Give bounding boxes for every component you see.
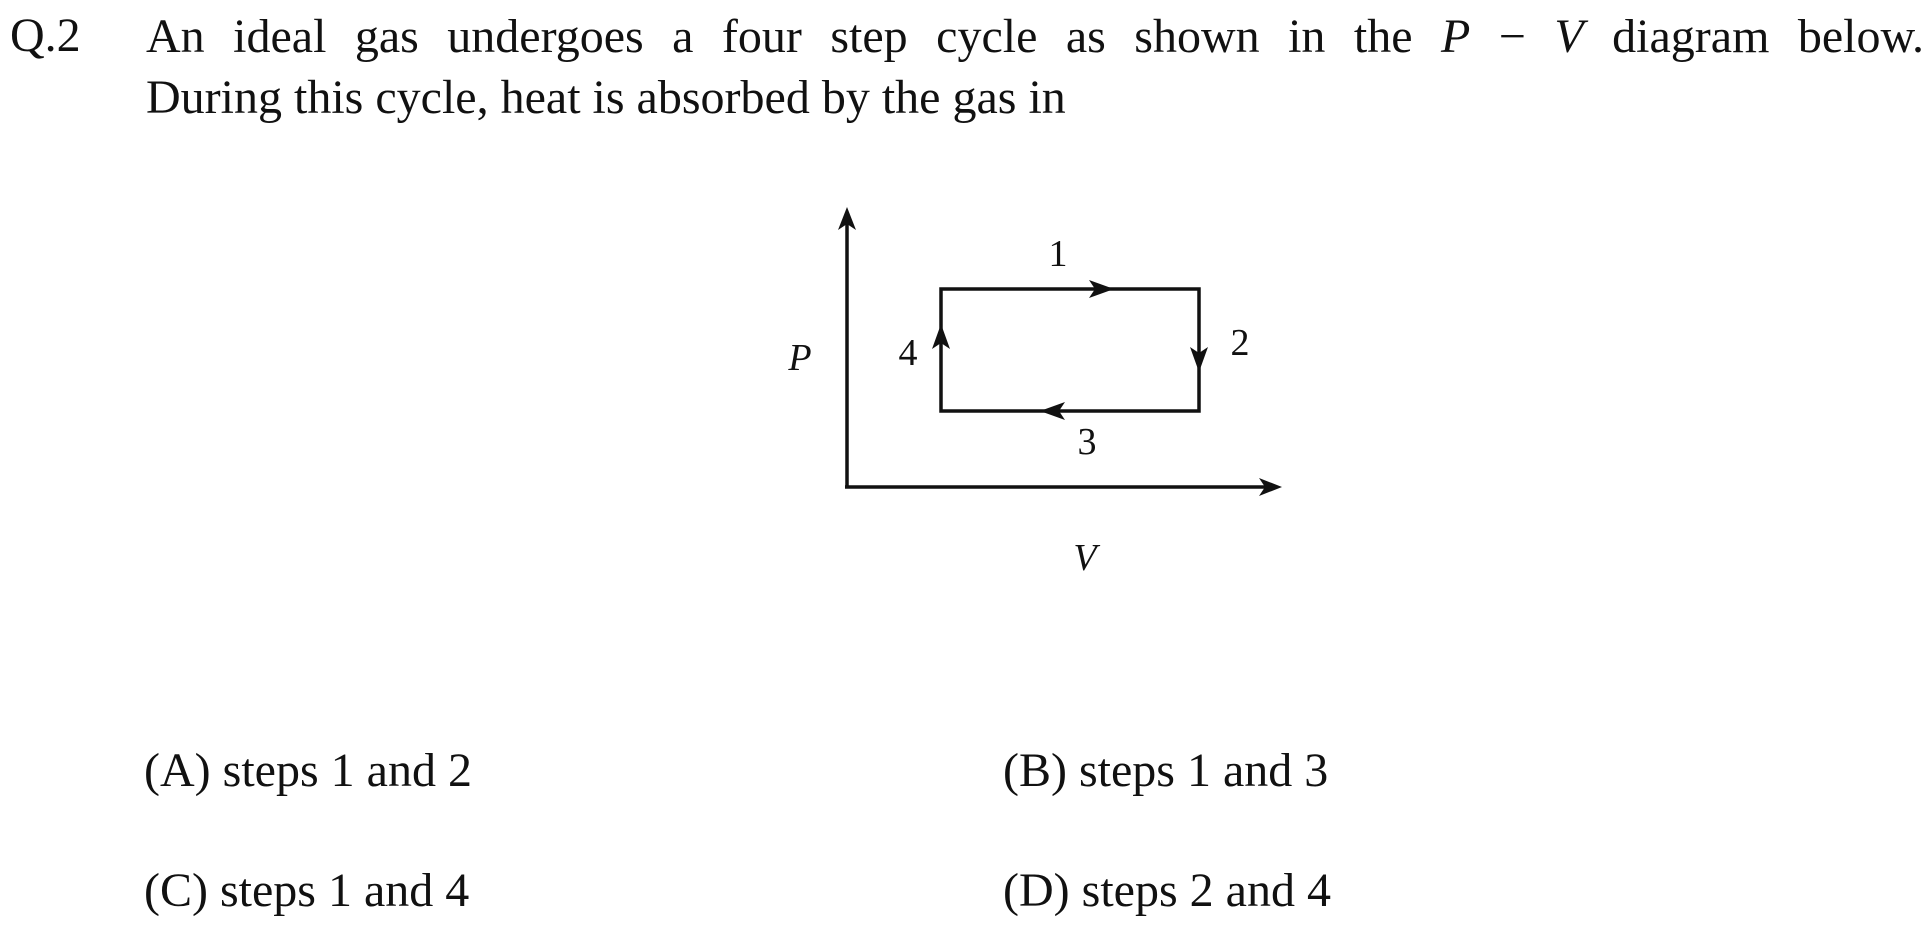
option-c[interactable]: (C) steps 1 and 4 (144, 864, 470, 917)
step-1-label: 1 (1048, 233, 1068, 275)
v-axis-label: V (1073, 537, 1097, 579)
question-text-end: diagram below. (1612, 10, 1925, 63)
option-a[interactable]: (A) steps 1 and 2 (144, 744, 472, 797)
math-p: P (1441, 10, 1471, 63)
p-axis-label: P (788, 337, 812, 379)
step-4-label: 4 (898, 332, 918, 374)
question-number: Q.2 (10, 9, 81, 62)
question-text-start: An ideal gas undergoes a four step cycle as shown in the (146, 10, 1413, 63)
math-minus: − (1498, 10, 1526, 63)
option-d[interactable]: (D) steps 2 and 4 (1003, 864, 1331, 917)
step-3-label: 3 (1077, 421, 1097, 463)
math-v: V (1554, 10, 1584, 63)
option-b[interactable]: (B) steps 1 and 3 (1003, 744, 1329, 797)
step-2-label: 2 (1230, 322, 1250, 364)
cycle-rectangle (941, 289, 1199, 411)
question-line-2: During this cycle, heat is absorbed by the gas in (146, 71, 1066, 124)
